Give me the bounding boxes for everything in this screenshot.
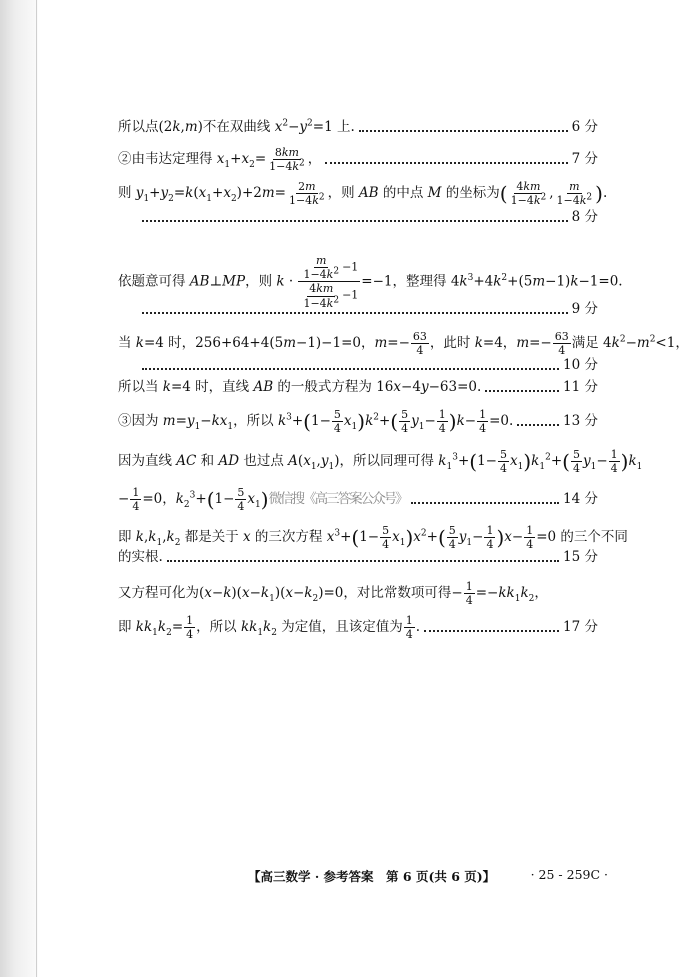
leader-dots xyxy=(517,410,559,426)
solution-line-11 xyxy=(118,550,598,566)
line-9-text: − $\frac{1}{4}$ =0，$k_2^3+(1-$ $\frac{5}{4}$ $x_1$)微信搜《高三答案公众号》 xyxy=(118,486,407,514)
solution-line-7 xyxy=(118,408,598,435)
line-6-text: 所以当 k=4 时，直线 AB 的一般式方程为 16x−4y−63=0. xyxy=(118,379,482,396)
leader-dots xyxy=(167,546,559,562)
footer-title: 【高三数学 · 参考答案 第 6 页(共 6 页)】 xyxy=(248,869,496,884)
leader-dots xyxy=(142,298,568,314)
solution-line-3-continued xyxy=(118,210,598,226)
line-8-text: 因为直线 AC 和 AD 也过点 $A(x_1,y_1)$，所以同理可得 $k_1^3+(1-$ $\frac{5}{4}$ $x_1)k_1^2+$( $\frac{5}{4}$ $y_1-$ $\frac{1}{4}$ )$k_1$ xyxy=(118,448,643,476)
leader-dots xyxy=(411,488,559,504)
line-13-text: 即 $kk_1k_2=$ $\frac{1}{4}$ ，所以 $kk_1k_2$ 为定值，且该定值为 $\frac{1}{4}$ . xyxy=(118,614,421,642)
solution-line-3 xyxy=(118,180,608,208)
solution-line-8 xyxy=(118,448,643,476)
scan-edge-line xyxy=(36,0,37,977)
solution-line-9 xyxy=(118,486,598,513)
line-3-text: 则 $y_1+y_2=k(x_1+x_2)+2m=$ $\frac{2m}{1-4k^2}$ ，则 AB 的中点 M 的坐标为( $\frac{4km}{1-4k^2}$ , $\frac{m}{1-4k^2}$ ). xyxy=(118,180,608,208)
solution-line-2 xyxy=(118,146,598,173)
line-2-text: ②由韦达定理得 $x_1+x_2=$ $\frac{8km}{1-4k^2}$ ， xyxy=(118,146,322,174)
solution-line-5-continued xyxy=(118,358,598,374)
line-11-text: 的实根. xyxy=(118,549,163,566)
page-footer xyxy=(248,867,608,885)
score-label: 14 分 xyxy=(563,490,598,507)
score-label: 9 分 xyxy=(571,301,598,318)
leader-dots xyxy=(424,616,559,632)
solution-line-4-continued xyxy=(118,302,598,318)
footer-code: · 25 - 259C · xyxy=(530,867,608,882)
leader-dots xyxy=(142,206,568,222)
leader-dots xyxy=(359,116,568,132)
solution-line-6 xyxy=(118,380,598,396)
leader-dots xyxy=(142,354,559,370)
score-label: 7 分 xyxy=(571,150,598,167)
leader-dots xyxy=(325,148,567,164)
score-label: 6 分 xyxy=(571,119,598,136)
score-label: 8 分 xyxy=(571,209,598,226)
score-label: 10 分 xyxy=(563,357,598,374)
score-label: 11 分 xyxy=(563,379,598,396)
line-7-text: ③因为 $m=y_1-kx_1$，所以 $k^3+(1-$ $\frac{5}{4}$ $x_1)k^2+$( $\frac{5}{4}$ $y_1-$ $\frac{1}{4}$ )k− $\frac{1}{4}$ =0. xyxy=(118,408,514,436)
line-5-text: 当 k=4 时，256+64+4(5m−1)−1=0，m=− $\frac{63}{4}$ ，此时 k=4，m=− $\frac{63}{4}$ 满足 $4k^2-m^2<1$， xyxy=(118,330,689,358)
watermark-text: 微信搜《高三答案公众号》 xyxy=(268,491,407,508)
score-label: 13 分 xyxy=(563,412,598,429)
score-label: 15 分 xyxy=(563,549,598,566)
line-12-text: 又方程可化为$(x-k)(x-k_1)(x-k_2)=0$，对比常数项可得− $\frac{1}{4}$ $=-kk_1k_2$， xyxy=(118,580,548,608)
solution-line-13 xyxy=(118,614,598,641)
score-label: 17 分 xyxy=(563,618,598,635)
solution-line-12 xyxy=(118,580,598,607)
line-4-text: 依题意可得 AB⊥MP，则 k · $\frac{m}{1-4k^2}$ −1 $\frac{4km}{1-4k^2}$ −1 =−1，整理得 $4k^3+4k^2+(5m-1)k-1=0$. xyxy=(118,254,623,310)
solution-line-1 xyxy=(118,120,598,136)
leader-dots xyxy=(485,376,559,392)
line-1-text: 所以点(2k,m)不在双曲线 $x^2-y^2=1$ 上. xyxy=(118,118,355,136)
line-10-text: 即 $k,k_1,k_2$ 都是关于 x 的三次方程 $x^3+(1-$ $\frac{5}{4}$ $x_1)x^2+$( $\frac{5}{4}$ $y_1-$ $\frac{1}{4}$ )x− $\frac{1}{4}$ =0 的三个不同 xyxy=(118,524,628,552)
scan-edge-shadow xyxy=(0,0,38,977)
